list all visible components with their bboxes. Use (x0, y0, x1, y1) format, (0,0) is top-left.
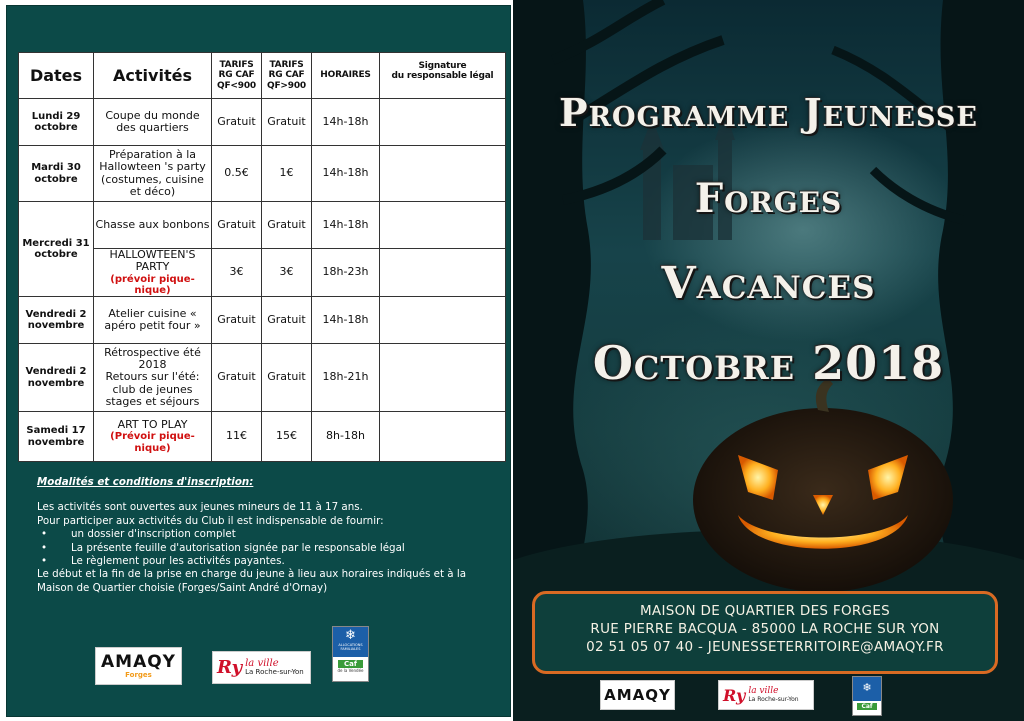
row-tarif2: 15€ (262, 412, 312, 462)
row-tarif2: 1€ (262, 146, 312, 202)
header-tarif2-line2: RG CAF (268, 70, 305, 81)
conditions-outro: Le début et la fin de la prise en charge du jeune à lieu aux horaires indiqués et à la Maison de Quartier choisie (Forges/Saint André d'Ornay) (37, 568, 467, 594)
signature-cell[interactable] (380, 344, 506, 412)
caf-logo-name: Caf (338, 660, 363, 668)
row-tarif2: Gratuit (262, 297, 312, 344)
signature-cell[interactable] (380, 412, 506, 462)
row-activity: Préparation à la Hallowteen 's party (costumes, cuisine et déco) (94, 146, 212, 202)
row-tarif1: Gratuit (212, 297, 262, 344)
ville-logo-la: la ville (245, 657, 279, 669)
row-note: (prévoir pique-nique) (110, 273, 195, 296)
row-horaire: 18h-21h (312, 344, 380, 412)
row-date: Vendredi 2 novembre (19, 297, 94, 344)
header-tarif-qf-over-900 (262, 53, 312, 99)
header-horaires: HORAIRES (312, 53, 380, 99)
poster-title-line2: Forges (694, 175, 843, 222)
row-tarif2: Gratuit (262, 99, 312, 146)
row-tarif1: Gratuit (212, 99, 262, 146)
ville-logo-right (718, 680, 814, 710)
header-tarif1-line1: TARIFS (219, 60, 254, 71)
jack-o-lantern (693, 378, 953, 592)
header-signature-line1: Signature (418, 61, 467, 71)
ville-logo-right-ry: Ry (723, 685, 746, 705)
row-horaire: 14h-18h (312, 99, 380, 146)
contact-name: MAISON DE QUARTIER DES FORGES (639, 603, 891, 619)
ville-logo-name: La Roche-sur-Yon (245, 668, 304, 677)
conditions-list (37, 528, 507, 568)
row-date: Vendredi 2 novembre (19, 344, 94, 412)
ville-logo (212, 651, 311, 684)
table-header-row (19, 53, 506, 99)
row-horaire: 18h-23h (312, 249, 380, 297)
registration-conditions (37, 476, 507, 595)
caf-logo-top (333, 627, 368, 657)
caf-logo-sub: de la Vendée (337, 668, 364, 673)
conditions-intro1: Les activités sont ouvertes aux jeunes mineurs de 11 à 17 ans. (37, 501, 363, 514)
row-horaire: 14h-18h (312, 146, 380, 202)
poster-panel (513, 0, 1024, 721)
amaqy-logo-right (600, 680, 675, 710)
schedule-panel (6, 5, 511, 717)
row-note: (Prévoir pique-nique) (110, 431, 195, 454)
row-tarif1: 3€ (212, 249, 262, 297)
caf-emblem-icon: ❄ (853, 677, 881, 701)
amaqy-logo-sub: Forges (125, 670, 152, 679)
amaqy-logo-text: AMAQY (101, 651, 176, 672)
row-date: Samedi 17 novembre (19, 412, 94, 462)
header-tarif1-line2: RG CAF (218, 70, 255, 81)
row-activity: Coupe du monde des quartiers (94, 99, 212, 146)
row-activity-cell (94, 249, 212, 297)
amaqy-logo-right-text: AMAQY (604, 685, 671, 704)
header-signature-line2: du responsable légal (391, 71, 494, 82)
caf-logo-right-name: Caf (857, 703, 877, 710)
table-row (19, 99, 506, 146)
caf-emblem-icon: ❄ (345, 628, 356, 643)
row-activity-line2: Retours sur l'été: club de jeunes stages et séjours (105, 370, 200, 408)
ville-logo-text (245, 659, 304, 677)
conditions-intro2: Pour participer aux activités du Club il est indispensable de fournir: (37, 514, 384, 527)
ville-logo-right-text (748, 687, 798, 703)
poster-title-line4: Octobre 2018 (592, 336, 945, 390)
row-activity: Atelier cuisine « apéro petit four » (94, 297, 212, 344)
signature-cell[interactable] (380, 146, 506, 202)
caf-logo (332, 626, 369, 682)
row-activity: Chasse aux bonbons (94, 202, 212, 249)
table-row (19, 146, 506, 202)
caf-logo-top-text: ALLOCATIONS FAMILIALES (338, 643, 363, 651)
header-tarif2-line3: QF>900 (267, 80, 306, 91)
table-row (19, 344, 506, 412)
row-activity-cell (94, 344, 212, 412)
list-item: • La présente feuille d'autorisation signée par le responsable légal (37, 542, 507, 555)
header-dates: Dates (19, 53, 94, 99)
list-item: • Le règlement pour les activités payantes. (37, 555, 507, 568)
contact-box (532, 591, 998, 674)
table-row (19, 412, 506, 462)
poster-title-line1: Programme Jeunesse (559, 90, 978, 135)
row-tarif2: Gratuit (262, 344, 312, 412)
header-activites: Activités (94, 53, 212, 99)
ville-logo-right-la: la ville (748, 686, 779, 697)
row-tarif1: Gratuit (212, 202, 262, 249)
row-tarif2: Gratuit (262, 202, 312, 249)
row-date: Lundi 29 octobre (19, 99, 94, 146)
amaqy-logo (95, 647, 182, 685)
poster-title-line3: Vacances (661, 258, 876, 309)
conditions-title: Modalités et conditions d'inscription: (37, 476, 254, 488)
table-row (19, 202, 506, 249)
row-tarif1: Gratuit (212, 344, 262, 412)
header-tarif2-line1: TARIFS (269, 60, 304, 71)
signature-cell[interactable] (380, 249, 506, 297)
table-row (19, 297, 506, 344)
row-activity-cell (94, 412, 212, 462)
row-activity: ART TO PLAY (117, 418, 188, 432)
row-date: Mardi 30 octobre (19, 146, 94, 202)
contact-phone-email: 02 51 05 07 40 - JEUNESSETERRITOIRE@AMAQY.FR (586, 638, 944, 655)
contact-address: RUE PIERRE BACQUA - 85000 LA ROCHE SUR YON (590, 620, 940, 637)
row-activity-line1: Rétrospective été 2018 (104, 345, 201, 372)
row-activity: HALLOWTEEN'S PARTY (109, 248, 196, 274)
signature-cell[interactable] (380, 297, 506, 344)
caf-logo-right (852, 676, 882, 716)
row-horaire: 14h-18h (312, 297, 380, 344)
row-tarif2: 3€ (262, 249, 312, 297)
signature-cell[interactable] (380, 202, 506, 249)
row-horaire: 8h-18h (312, 412, 380, 462)
signature-cell[interactable] (380, 99, 506, 146)
schedule-table (18, 52, 506, 462)
row-tarif1: 0.5€ (212, 146, 262, 202)
list-item: • un dossier d'inscription complet (37, 528, 507, 541)
ville-logo-right-name: La Roche-sur-Yon (748, 695, 799, 703)
ville-logo-ry: Ry (217, 657, 243, 678)
header-tarif1-line3: QF<900 (217, 80, 256, 91)
header-tarif-qf-under-900 (212, 53, 262, 99)
row-horaire: 14h-18h (312, 202, 380, 249)
row-tarif1: 11€ (212, 412, 262, 462)
header-signature (380, 53, 506, 99)
row-date: Mercredi 31 octobre (19, 202, 94, 297)
